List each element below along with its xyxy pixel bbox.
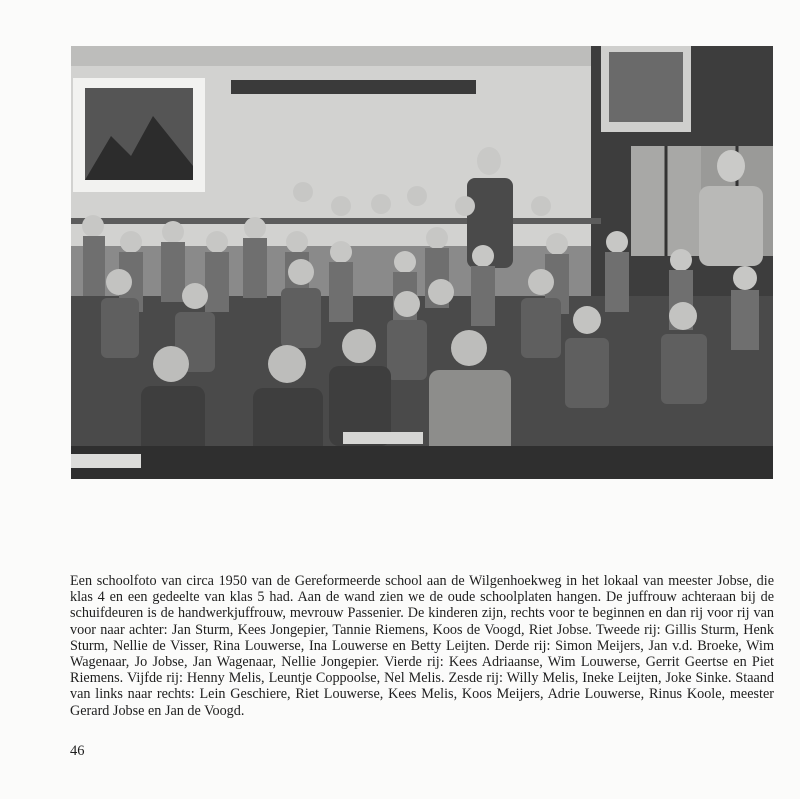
page-number: 46 (70, 743, 85, 759)
class-photograph-illustration (71, 46, 773, 479)
photo-caption: Een schoolfoto van circa 1950 van de Gereformeerde school aan de Wilgenhoekweg in het lokaal van meester Jobse, die klas 4 en een gedeelte van klas 5 had. Aan de wand zien we de oude schoolplaten hangen. De juffrouw achteraan bij de schuifdeuren is de handwerkjuffrouw, mevrouw Passenier. De kinderen zijn, rechts voor te beginnen en dan rij voor rij van voor naar achter: Jan Sturm, Kees Jongepier, Tannie Riemens, Koos de Voogd, Riet Jobse. Tweede rij: Gillis Sturm, Henk Sturm, Nellie de Visser, Rina Louwerse, Ina Louwerse en Betty Leijten. Derde rij: Simon Meijers, Jan v.d. Broeke, Wim Wagenaar, Jo Jobse, Jan Wagenaar, Nellie Jongepier. Vierde rij: Kees Adriaanse, Wim Louwerse, Gerrit Geertse en Piet Riemens. Vijfde rij: Henny Melis, Leuntje Coppoolse, Nel Melis. Zesde rij: Willy Melis, Ineke Leijten, Joke Sinke. Staand van links naar rechts: Lein Geschiere, Riet Louwerse, Kees Melis, Koos Meijers, Adrie Louwerse, Rinus Koole, meester Gerard Jobse en Jan de Voogd. (70, 573, 774, 719)
class-photograph (71, 46, 773, 479)
